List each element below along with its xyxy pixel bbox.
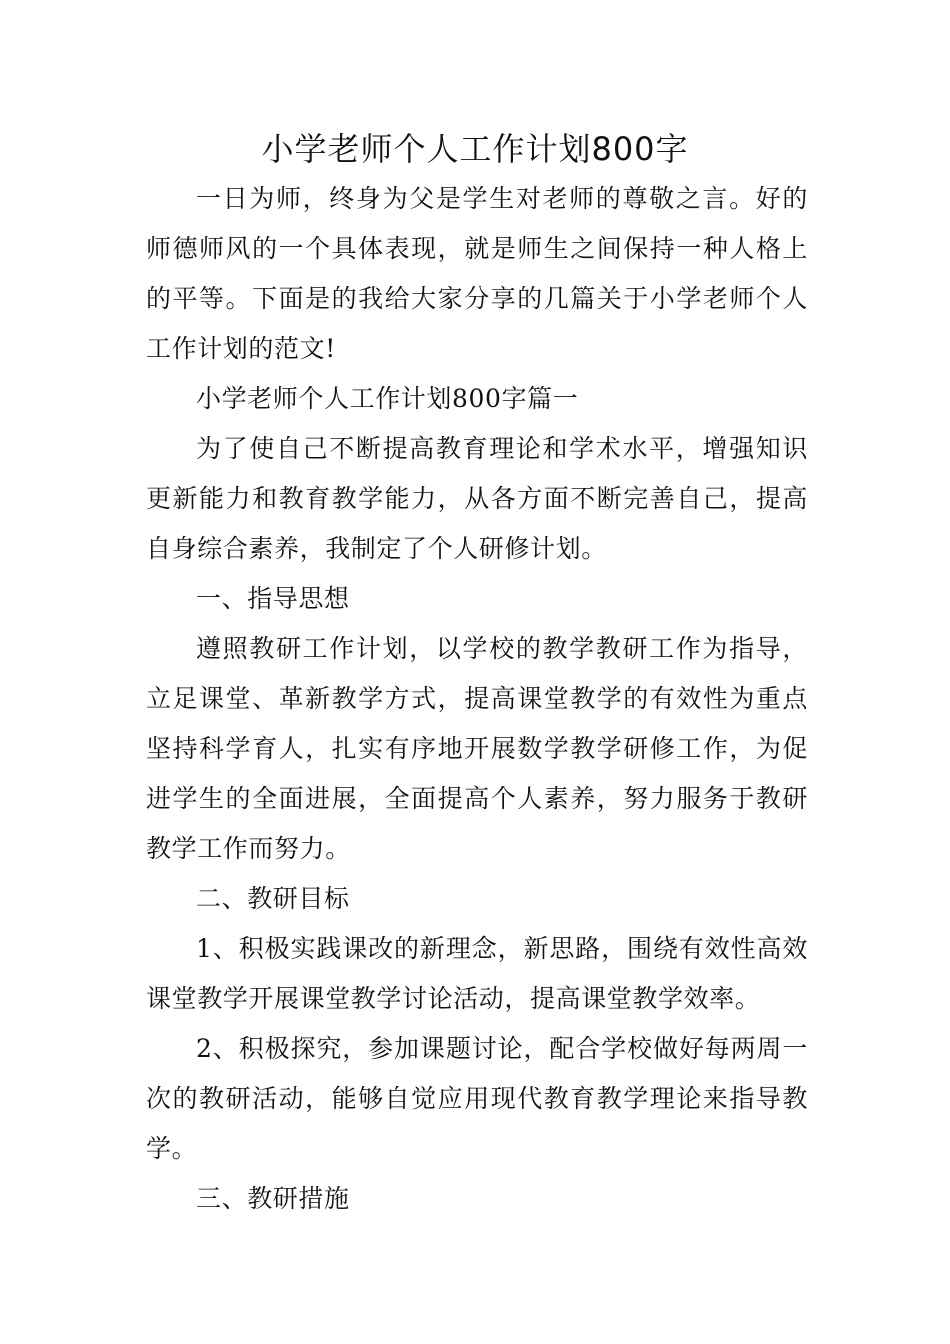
heading-research-measures: 三、教研措施: [196, 1184, 350, 1213]
goal-item-1: 1、积极实践课改的新理念，新思路，围绕有效性高效课堂教学开展课堂教学讨论活动，提高课堂教学效率。: [146, 934, 808, 1013]
heading-guiding-thought: 一、指导思想: [196, 584, 350, 613]
guiding-thought-paragraph: 遵照教研工作计划，以学校的教学教研工作为指导，立足课堂、革新教学方式，提高课堂教学的有效性为重点坚持科学育人，扎实有序地开展数学教学研修工作，为促进学生的全面进展，全面提高个人素养，努力服务于教研教学工作而努力。: [146, 634, 808, 863]
document-title: 小学老师个人工作计划800字: [261, 130, 689, 168]
section-heading-part-one: 小学老师个人工作计划800字篇一: [196, 384, 579, 413]
intro-paragraph: 一日为师，终身为父是学生对老师的尊敬之言。好的师德师风的一个具体表现，就是师生之间保持一种人格上的平等。下面是的我给大家分享的几篇关于小学老师个人工作计划的范文!: [146, 184, 808, 363]
document-body: [146, 174, 808, 1224]
goal-item-2: 2、积极探究，参加课题讨论，配合学校做好每两周一次的教研活动，能够自觉应用现代教育教学理论来指导教学。: [146, 1034, 808, 1163]
purpose-paragraph: 为了使自己不断提高教育理论和学术水平，增强知识更新能力和教育教学能力，从各方面不断完善自己，提高自身综合素养，我制定了个人研修计划。: [146, 434, 808, 563]
heading-research-goals: 二、教研目标: [196, 884, 350, 913]
